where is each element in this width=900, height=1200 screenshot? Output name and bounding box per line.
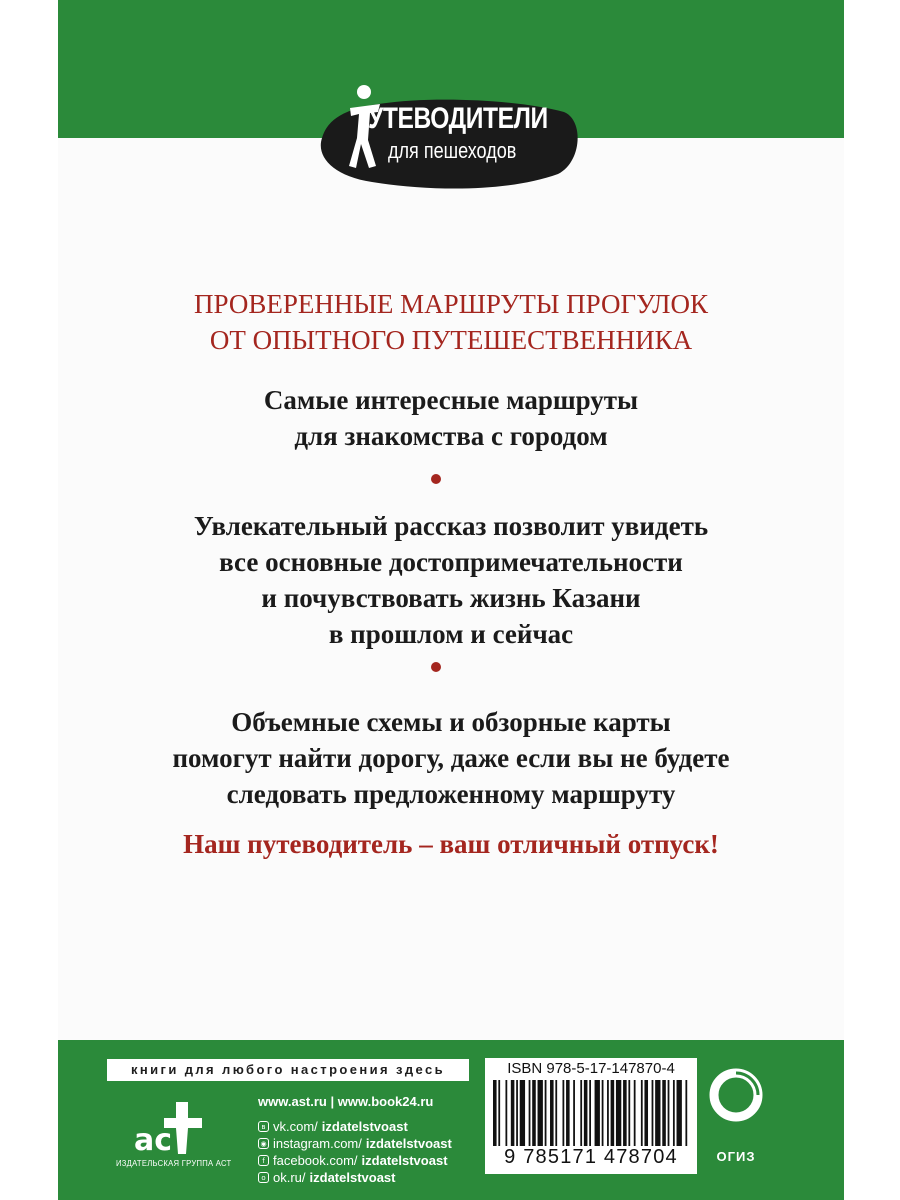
series-logo — [312, 92, 582, 196]
paragraph-line: Увлекательный рассказ позволит увидеть — [193, 511, 709, 541]
publisher-caption: ИЗДАТЕЛЬСКАЯ ГРУППА АСТ — [116, 1158, 232, 1168]
social-handle: izdatelstvoast — [321, 1118, 408, 1134]
paragraph-line: помогут найти дорогу, даже если вы не будете — [172, 743, 730, 773]
svg-text:ac: ac — [134, 1123, 173, 1156]
vk-icon: в — [258, 1121, 269, 1132]
social-prefix: ok.ru/ — [273, 1169, 306, 1185]
series-title: УТЕВОДИТЕЛИ — [368, 102, 548, 135]
slogan: Наш путеводитель – ваш отличный отпуск! — [183, 829, 719, 859]
social-prefix: instagram.com/ — [273, 1135, 362, 1151]
headline-line: ПРОВЕРЕННЫЕ МАРШРУТЫ ПРОГУЛОК — [194, 289, 708, 319]
feature-paragraph — [58, 704, 844, 812]
barcode-panel — [485, 1058, 697, 1174]
social-handle: izdatelstvoast — [365, 1135, 452, 1151]
bullet-dot — [431, 662, 441, 672]
social-prefix: vk.com/ — [273, 1118, 318, 1134]
social-handle: izdatelstvoast — [309, 1169, 396, 1185]
bullet-dot — [431, 474, 441, 484]
ok-icon: о — [258, 1172, 269, 1183]
website-links[interactable]: www.ast.ru | www.book24.ru — [258, 1094, 434, 1109]
feature-paragraph — [58, 382, 844, 454]
ast-logo-icon — [132, 1092, 222, 1156]
paragraph-line: следовать предложенному маршруту — [226, 779, 676, 809]
social-link-ok[interactable] — [258, 1169, 452, 1185]
facebook-icon: f — [258, 1155, 269, 1166]
social-prefix: facebook.com/ — [273, 1152, 358, 1168]
imprint-name: ОГИЗ — [716, 1149, 756, 1164]
social-link-facebook[interactable] — [258, 1152, 452, 1168]
social-link-vk[interactable] — [258, 1118, 452, 1134]
paragraph-line: в прошлом и сейчас — [328, 619, 574, 649]
social-links — [258, 1118, 452, 1186]
series-subtitle: для пешеходов — [388, 138, 517, 163]
tagline: книги для любого настроения здесь — [107, 1059, 469, 1081]
headline-line: ОТ ОПЫТНОГО ПУТЕШЕСТВЕННИКА — [209, 325, 693, 355]
headline — [58, 286, 844, 358]
instagram-icon: ◉ — [258, 1138, 269, 1149]
feature-paragraph — [58, 508, 844, 652]
barcode-digits: 9 785171 478704 — [504, 1146, 678, 1168]
paragraph-line: Объемные схемы и обзорные карты — [231, 707, 671, 737]
social-handle: izdatelstvoast — [361, 1152, 448, 1168]
isbn: ISBN 978-5-17-147870-4 — [507, 1060, 675, 1077]
paragraph-line: все основные достопримечательности — [219, 547, 683, 577]
barcode-icon — [491, 1080, 691, 1146]
ogiz-logo-icon — [706, 1063, 766, 1127]
paragraph-line: Самые интересные маршруты — [263, 385, 639, 415]
social-link-instagram[interactable] — [258, 1135, 452, 1151]
paragraph-line: для знакомства с городом — [294, 421, 608, 451]
paragraph-line: и почувствовать жизнь Казани — [261, 583, 641, 613]
